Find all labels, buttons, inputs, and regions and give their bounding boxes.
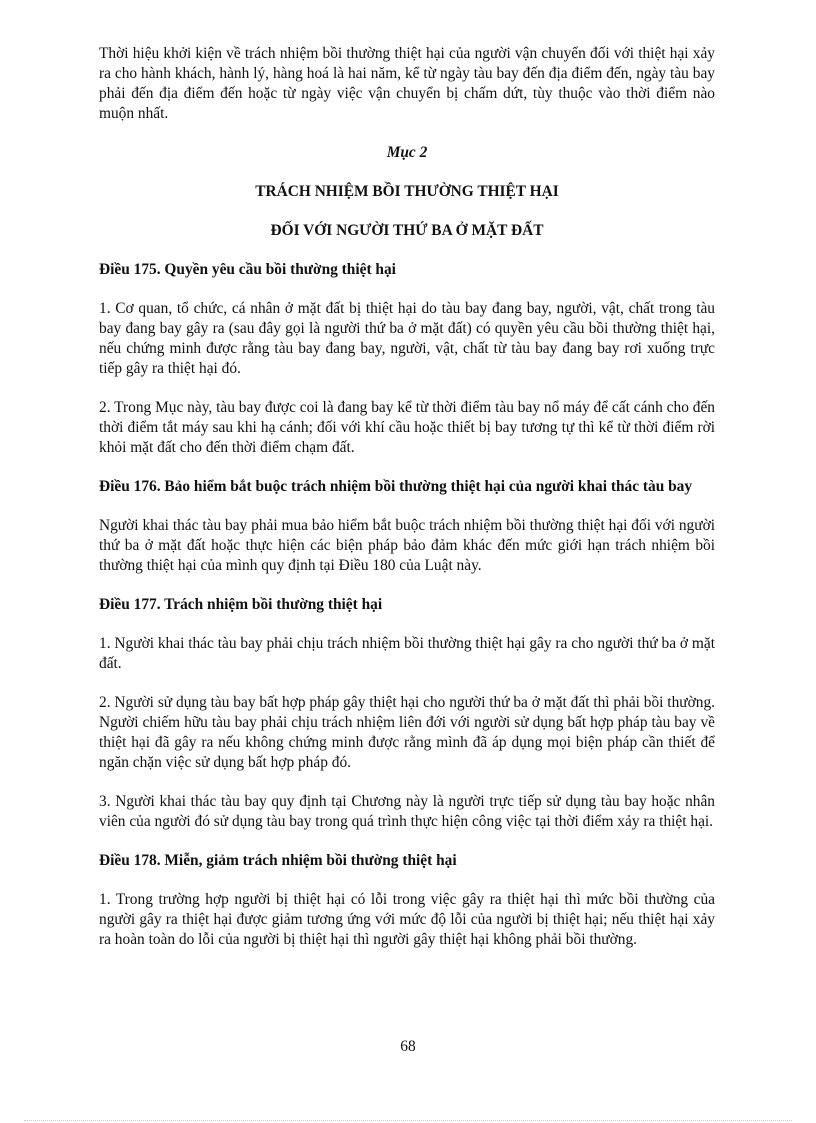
article-175-paragraph-2: 2. Trong Mục này, tàu bay được coi là đang bay kể từ thời điểm tàu bay nổ máy để cất cánh cho đến thời điểm tắt máy sau khi hạ cánh; đối với khí cầu hoặc thiết bị bay tương tự thì kể từ thời điểm rời khỏi mặt đất cho đến thời điểm chạm đất. [99,399,715,456]
article-177-paragraph-3: 3. Người khai thác tàu bay quy định tại Chương này là người trực tiếp sử dụng tàu bay hoặc nhân viên của người đó sử dụng tàu bay trong quá trình thực hiện công việc tại thời điểm xảy ra thiệt hại. [99,793,715,830]
article-177-paragraph-1: 1. Người khai thác tàu bay phải chịu trách nhiệm bồi thường thiệt hại gây ra cho người thứ ba ở mặt đất. [99,635,715,672]
section-title-line-1: TRÁCH NHIỆM BỒI THƯỜNG THIỆT HẠI [255,183,559,200]
intro-paragraph: Thời hiệu khởi kiện về trách nhiệm bồi thường thiệt hại của người vận chuyển đối với thiệt hại xảy ra cho hành khách, hành lý, hàng hoá là hai năm, kể từ ngày tàu bay đến địa điểm đến, ngày tàu bay phải đến địa điểm đến hoặc từ ngày việc vận chuyển bị chấm dứt, tùy thuộc vào thời điểm nào muộn nhất. [99,45,715,122]
article-176-heading: Điều 176. Bảo hiểm bắt buộc trách nhiệm bồi thường thiệt hại của người khai thác tàu bay [99,478,693,495]
article-178-paragraph-1: 1. Trong trường hợp người bị thiệt hại có lỗi trong việc gây ra thiệt hại thì mức bồi thường của người gây ra thiệt hại được giảm tương ứng với mức độ lỗi của người bị thiệt hại; nếu thiệt hại xảy ra hoàn toàn do lỗi của người bị thiệt hại thì người gây thiệt hại không phải bồi thường. [99,891,715,948]
article-175-paragraph-1: 1. Cơ quan, tổ chức, cá nhân ở mặt đất bị thiệt hại do tàu bay đang bay, người, vật, chất trong tàu bay đang bay gây ra (sau đây gọi là người thứ ba ở mặt đất) có quyền yêu cầu bồi thường thiệt hại, nếu chứng minh được rằng tàu bay đang bay, người, vật, chất từ tàu bay đang bay rơi xuống trực tiếp gây ra thiệt hại đó. [99,300,715,377]
document-page [99,44,715,969]
section-label: Mục 2 [386,144,428,161]
article-177-heading: Điều 177. Trách nhiệm bồi thường thiệt hại [99,596,383,613]
article-178-heading: Điều 178. Miễn, giảm trách nhiệm bồi thường thiệt hại [99,852,457,869]
article-176-paragraph-1: Người khai thác tàu bay phải mua bảo hiểm bắt buộc trách nhiệm bồi thường thiệt hại đối với người thứ ba ở mặt đất hoặc thực hiện các biện pháp bảo đảm khác đến mức giới hạn trách nhiệm bồi thường thiệt hại của mình quy định tại Điều 180 của Luật này. [99,517,715,574]
article-177-paragraph-2: 2. Người sử dụng tàu bay bất hợp pháp gây thiệt hại cho người thứ ba ở mặt đất thì phải bồi thường. Người chiếm hữu tàu bay phải chịu trách nhiệm liên đới với người sử dụng bất hợp pháp tàu bay về thiệt hại đã gây ra nếu không chứng minh được rằng mình đã áp dụng mọi biện pháp cần thiết để ngăn chặn việc sử dụng bất hợp pháp đó. [99,694,715,771]
article-175-heading: Điều 175. Quyền yêu cầu bồi thường thiệt hại [99,261,396,278]
page-number: 68 [400,1038,416,1055]
section-title-line-2: ĐỐI VỚI NGƯỜI THỨ BA Ở MẶT ĐẤT [270,222,544,239]
page-bottom-divider [24,1120,792,1121]
